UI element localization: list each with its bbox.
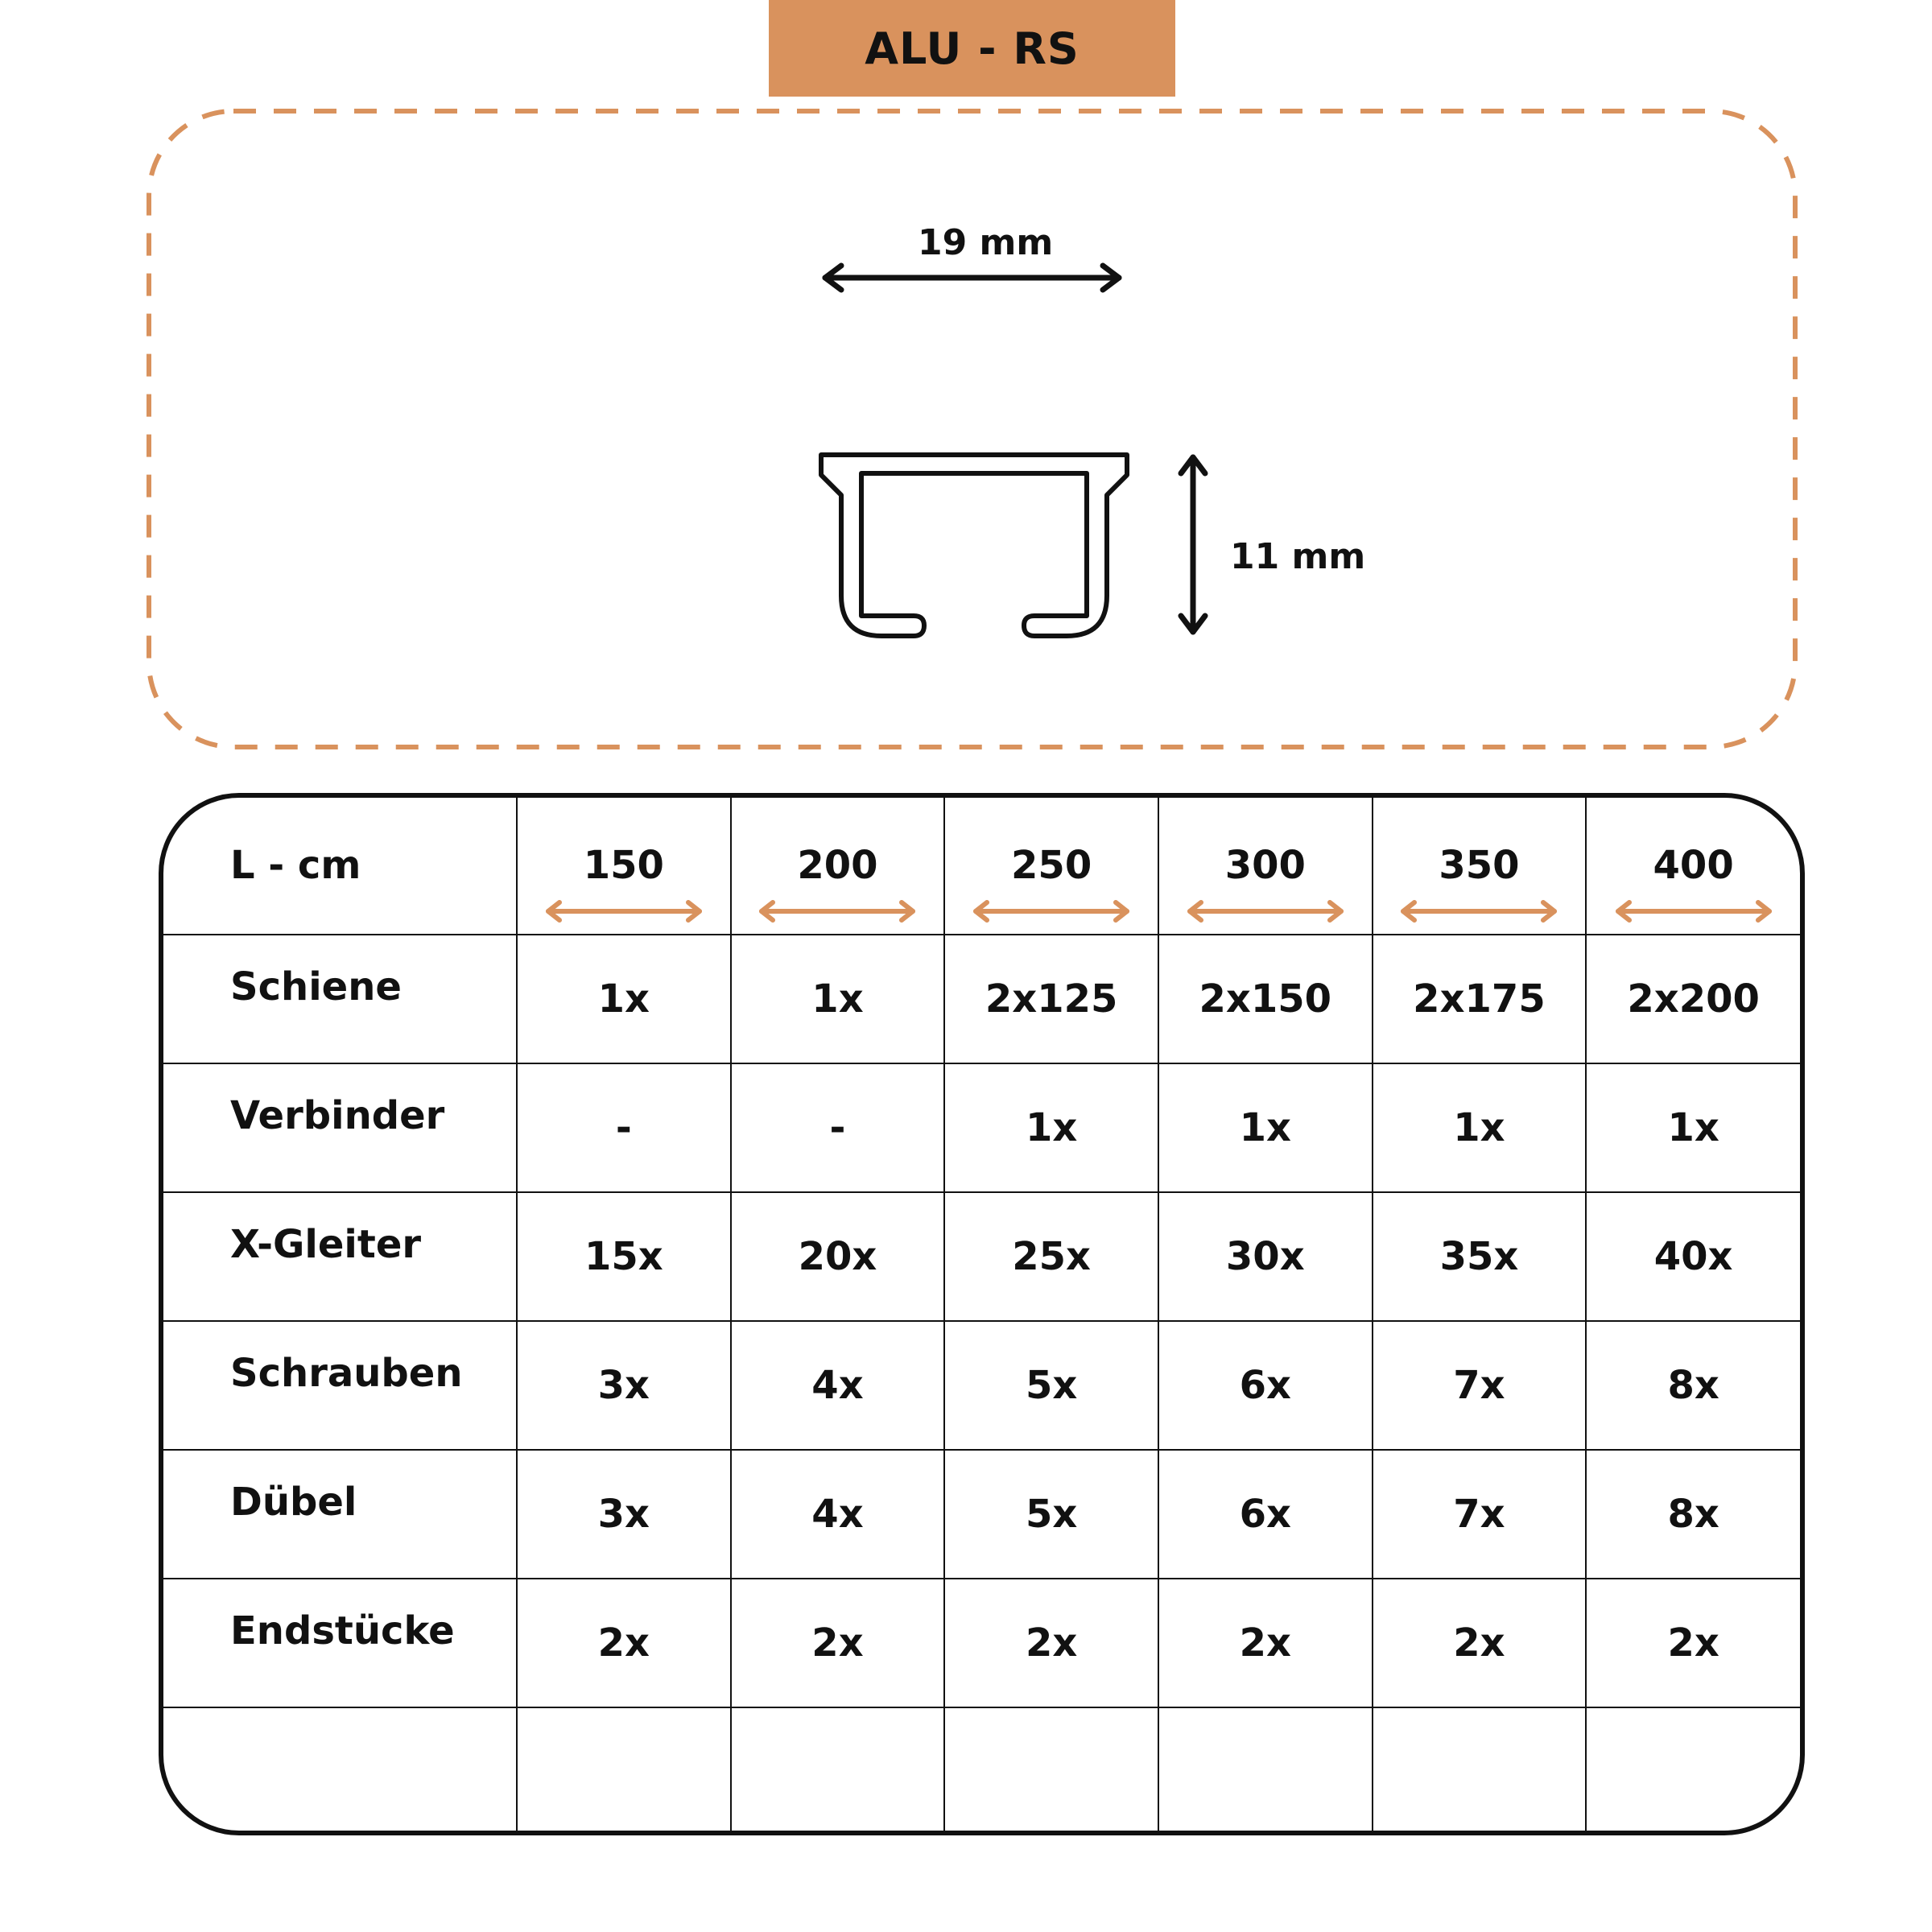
length-arrow-icon bbox=[1398, 899, 1559, 923]
table-cell: - bbox=[517, 1063, 731, 1192]
length-arrow-icon bbox=[543, 899, 704, 923]
length-value: 250 bbox=[1011, 843, 1092, 888]
table-cell: 2x bbox=[1373, 1579, 1587, 1707]
table-cell: 2x bbox=[517, 1579, 731, 1707]
table-cell: 1x bbox=[944, 1063, 1158, 1192]
table-cell: 2x bbox=[731, 1579, 945, 1707]
rail-profile-outer bbox=[821, 455, 1127, 636]
table-cell: 1x bbox=[517, 935, 731, 1063]
table-cell: 2x bbox=[1158, 1579, 1373, 1707]
table-cell: 30x bbox=[1158, 1192, 1373, 1321]
height-dimension-arrow bbox=[1181, 457, 1205, 632]
length-value: 150 bbox=[583, 843, 664, 888]
table-row bbox=[163, 1321, 1800, 1450]
product-title: ALU - RS bbox=[769, 0, 1175, 97]
length-header-cell bbox=[1158, 798, 1373, 935]
table-cell: 1x bbox=[731, 935, 945, 1063]
table-cell: 35x bbox=[1373, 1192, 1587, 1321]
table-cell: 1x bbox=[1158, 1063, 1373, 1192]
length-header-cell bbox=[731, 798, 945, 935]
row-label: Endstücke bbox=[163, 1579, 517, 1707]
length-header-cell bbox=[944, 798, 1158, 935]
table-row-empty bbox=[163, 1707, 1800, 1835]
empty-cell bbox=[731, 1707, 945, 1835]
table-cell: 1x bbox=[1586, 1063, 1800, 1192]
profile-diagram bbox=[0, 0, 1932, 773]
length-header-cell bbox=[1373, 798, 1587, 935]
table-row bbox=[163, 1192, 1800, 1321]
spec-table-frame bbox=[159, 793, 1805, 1835]
table-cell: 4x bbox=[731, 1321, 945, 1450]
length-value: 350 bbox=[1439, 843, 1520, 888]
table-cell: 3x bbox=[517, 1450, 731, 1579]
table-cell: 1x bbox=[1373, 1063, 1587, 1192]
table-cell: 8x bbox=[1586, 1321, 1800, 1450]
table-cell: 2x bbox=[944, 1579, 1158, 1707]
table-cell: 2x125 bbox=[944, 935, 1158, 1063]
row-label: Verbinder bbox=[163, 1063, 517, 1192]
empty-cell bbox=[517, 1707, 731, 1835]
table-cell: 2x200 bbox=[1586, 935, 1800, 1063]
empty-cell bbox=[1373, 1707, 1587, 1835]
length-value: 300 bbox=[1224, 843, 1306, 888]
empty-cell bbox=[944, 1707, 1158, 1835]
length-header-cell bbox=[1586, 798, 1800, 935]
table-cell: 40x bbox=[1586, 1192, 1800, 1321]
table-cell: 2x bbox=[1586, 1579, 1800, 1707]
table-cell: 6x bbox=[1158, 1450, 1373, 1579]
empty-cell bbox=[1158, 1707, 1373, 1835]
row-label: Schrauben bbox=[163, 1321, 517, 1450]
table-header-row bbox=[163, 798, 1800, 935]
table-cell: 2x150 bbox=[1158, 935, 1373, 1063]
row-label: X-Gleiter bbox=[163, 1192, 517, 1321]
table-cell: 4x bbox=[731, 1450, 945, 1579]
table-row bbox=[163, 1063, 1800, 1192]
row-label: Schiene bbox=[163, 935, 517, 1063]
length-value: 400 bbox=[1653, 843, 1734, 888]
table-cell: 6x bbox=[1158, 1321, 1373, 1450]
length-arrow-icon bbox=[971, 899, 1132, 923]
table-cell: 5x bbox=[944, 1450, 1158, 1579]
table-row bbox=[163, 1450, 1800, 1579]
length-value: 200 bbox=[797, 843, 878, 888]
table-cell: 7x bbox=[1373, 1321, 1587, 1450]
spec-table bbox=[163, 798, 1800, 1835]
table-cell: 15x bbox=[517, 1192, 731, 1321]
dashed-frame bbox=[149, 111, 1795, 747]
width-dimension-arrow bbox=[825, 266, 1119, 290]
empty-cell bbox=[163, 1707, 517, 1835]
table-cell: 3x bbox=[517, 1321, 731, 1450]
table-cell: 20x bbox=[731, 1192, 945, 1321]
table-cell: 25x bbox=[944, 1192, 1158, 1321]
empty-cell bbox=[1586, 1707, 1800, 1835]
table-row bbox=[163, 935, 1800, 1063]
length-arrow-icon bbox=[757, 899, 918, 923]
table-row bbox=[163, 1579, 1800, 1707]
table-cell: 2x175 bbox=[1373, 935, 1587, 1063]
length-arrow-icon bbox=[1613, 899, 1774, 923]
table-cell: 8x bbox=[1586, 1450, 1800, 1579]
length-header-cell bbox=[517, 798, 731, 935]
table-cell: 5x bbox=[944, 1321, 1158, 1450]
width-label: 19 mm bbox=[918, 222, 1054, 263]
row-label: Dübel bbox=[163, 1450, 517, 1579]
table-cell: 7x bbox=[1373, 1450, 1587, 1579]
table-cell: - bbox=[731, 1063, 945, 1192]
length-arrow-icon bbox=[1185, 899, 1346, 923]
length-header-label: L - cm bbox=[163, 798, 517, 935]
height-label: 11 mm bbox=[1230, 536, 1366, 577]
